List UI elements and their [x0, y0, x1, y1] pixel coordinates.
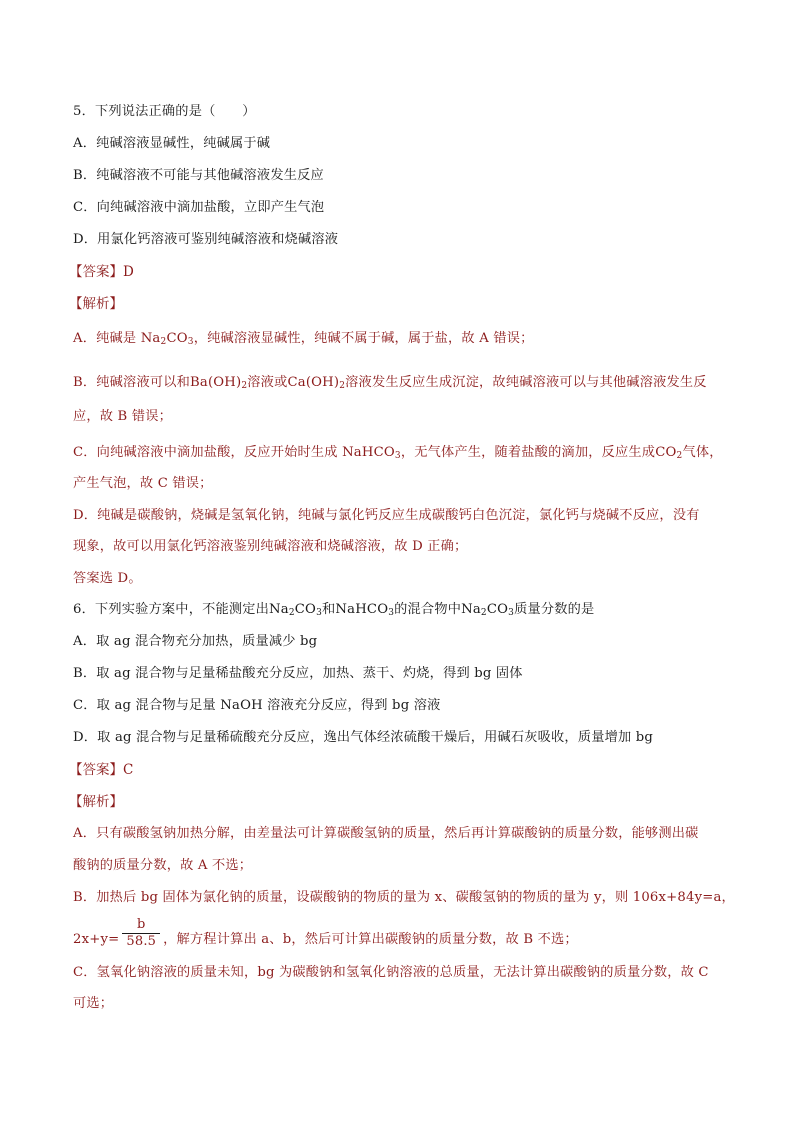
- q5-analysis-a: [73, 330, 534, 348]
- q6-analysis-c-line2: 可选；: [73, 996, 114, 1011]
- formula-na2co3: $Na_2CO_3$: [269, 602, 323, 618]
- formula-baoh2: $Ba(OH)_2$: [190, 375, 248, 391]
- q5-option-d: D．用氯化钙溶液可鉴别纯碱溶液和烧碱溶液: [73, 232, 339, 247]
- answer-value: D: [123, 264, 134, 280]
- fraction-denominator: 58.5: [126, 934, 157, 949]
- q5-analysis-d-line1: D．纯碱是碳酸钠，烧碱是氢氧化钠，纯碱与氯化钙反应生成碳酸钙白色沉淀，氯化钙与烧碱不反应，没有: [73, 508, 700, 523]
- q5-analysis-d-line2: 现象，故可以用氯化钙溶液鉴别纯碱溶液和烧碱溶液，故 D 正确；: [73, 539, 468, 554]
- answer-label: 【答案】: [69, 762, 123, 778]
- q6-analysis-c-line1: C．氢氧化钠溶液的质量未知，bg 为碳酸钠和氢氧化钠溶液的总质量，无法计算出碳酸钠的质量分数，故 C: [73, 965, 709, 980]
- fraction-numerator: b: [122, 917, 160, 934]
- q6-option-c: C．取 ag 混合物与足量 NaOH 溶液充分反应，得到 bg 溶液: [73, 698, 441, 713]
- answer-label: 【答案】: [69, 264, 123, 280]
- q6-stem: 6．下列实验方案中，不能测定出$Na_2CO_3$和NaHCO$_3$的混合物中$Na_2CO_3$质量分数的是: [73, 602, 595, 618]
- formula-caoh2: $Ca(OH)_2$: [287, 375, 346, 391]
- q6-analysis-a-line1: A．只有碳酸氢钠加热分解，由差量法可计算碳酸氢钠的质量，然后再计算碳酸钠的质量分数，能够测出碳: [73, 826, 699, 841]
- q5-option-b: B．纯碱溶液不可能与其他碱溶液发生反应: [73, 168, 324, 183]
- q6-option-d: D．取 ag 混合物与足量稀硫酸充分反应，逸出气体经浓硫酸干燥后，用碱石灰吸收，质量增加 bg: [73, 730, 654, 745]
- q5-analysis-b-line1: B．纯碱溶液可以和$Ba(OH)_2$溶液或$Ca(OH)_2$溶液发生反应生成沉淀，故纯碱溶液可以与其他碱溶液发生反: [73, 375, 707, 391]
- q6-analysis-b-line1: B．加热后 bg 固体为氯化钠的质量，设碳酸钠的物质的量为 x、碳酸氢钠的物质的量为 y，则 106x+84y=a，: [73, 890, 735, 905]
- q5-analysis-c-line1: C．向纯碱溶液中滴加盐酸，反应开始时生成 NaHCO$_3$，无气体产生，随着盐酸的滴加，反应生成$CO_2$气体，: [73, 445, 723, 461]
- text: A．纯碱是: [73, 331, 137, 346]
- formula-na2co3: $Na_2CO_3$: [140, 331, 194, 347]
- q5-option-c: C．向纯碱溶液中滴加盐酸，立即产生气泡: [73, 200, 325, 215]
- q5-analysis-c-line2: 产生气泡，故 C 错误；: [73, 476, 213, 491]
- fraction: [122, 917, 160, 950]
- formula-nahco3: NaHCO$_3$: [342, 445, 401, 461]
- q6-analysis-b-line2: 2x+y= $\frac{b}{58.5}$ ，解方程计算出 a、b，然后可计算出碳酸钠的质量分数，故 B 不选；: [73, 917, 578, 949]
- text: ，纯碱溶液显碱性，纯碱不属于碱，属于盐，故 A 错误；: [193, 331, 534, 346]
- q6-answer: [69, 761, 133, 779]
- q5-answer: [69, 263, 134, 281]
- formula-na2co3: $Na_2CO_3$: [461, 602, 515, 618]
- answer-value: C: [123, 762, 134, 778]
- q6-option-b: B．取 ag 混合物与足量稀盐酸充分反应，加热、蒸干、灼烧，得到 bg 固体: [73, 666, 523, 681]
- q6-analysis-label: 【解析】: [69, 794, 123, 810]
- q6-analysis-a-line2: 酸钠的质量分数，故 A 不选；: [73, 858, 253, 873]
- q5-analysis-label: 【解析】: [69, 296, 123, 312]
- q6-option-a: A．取 ag 混合物充分加热，质量减少 bg: [73, 634, 318, 649]
- q5-stem: 5．下列说法正确的是（ ）: [73, 104, 256, 119]
- formula-co2: $CO_2$: [655, 445, 683, 461]
- q5-conclusion: 答案选 D。: [73, 571, 142, 586]
- formula-nahco3: NaHCO$_3$: [335, 602, 395, 618]
- q5-option-a: A．纯碱溶液显碱性，纯碱属于碱: [73, 136, 271, 151]
- q5-analysis-b-line2: 应，故 B 错误；: [73, 409, 172, 424]
